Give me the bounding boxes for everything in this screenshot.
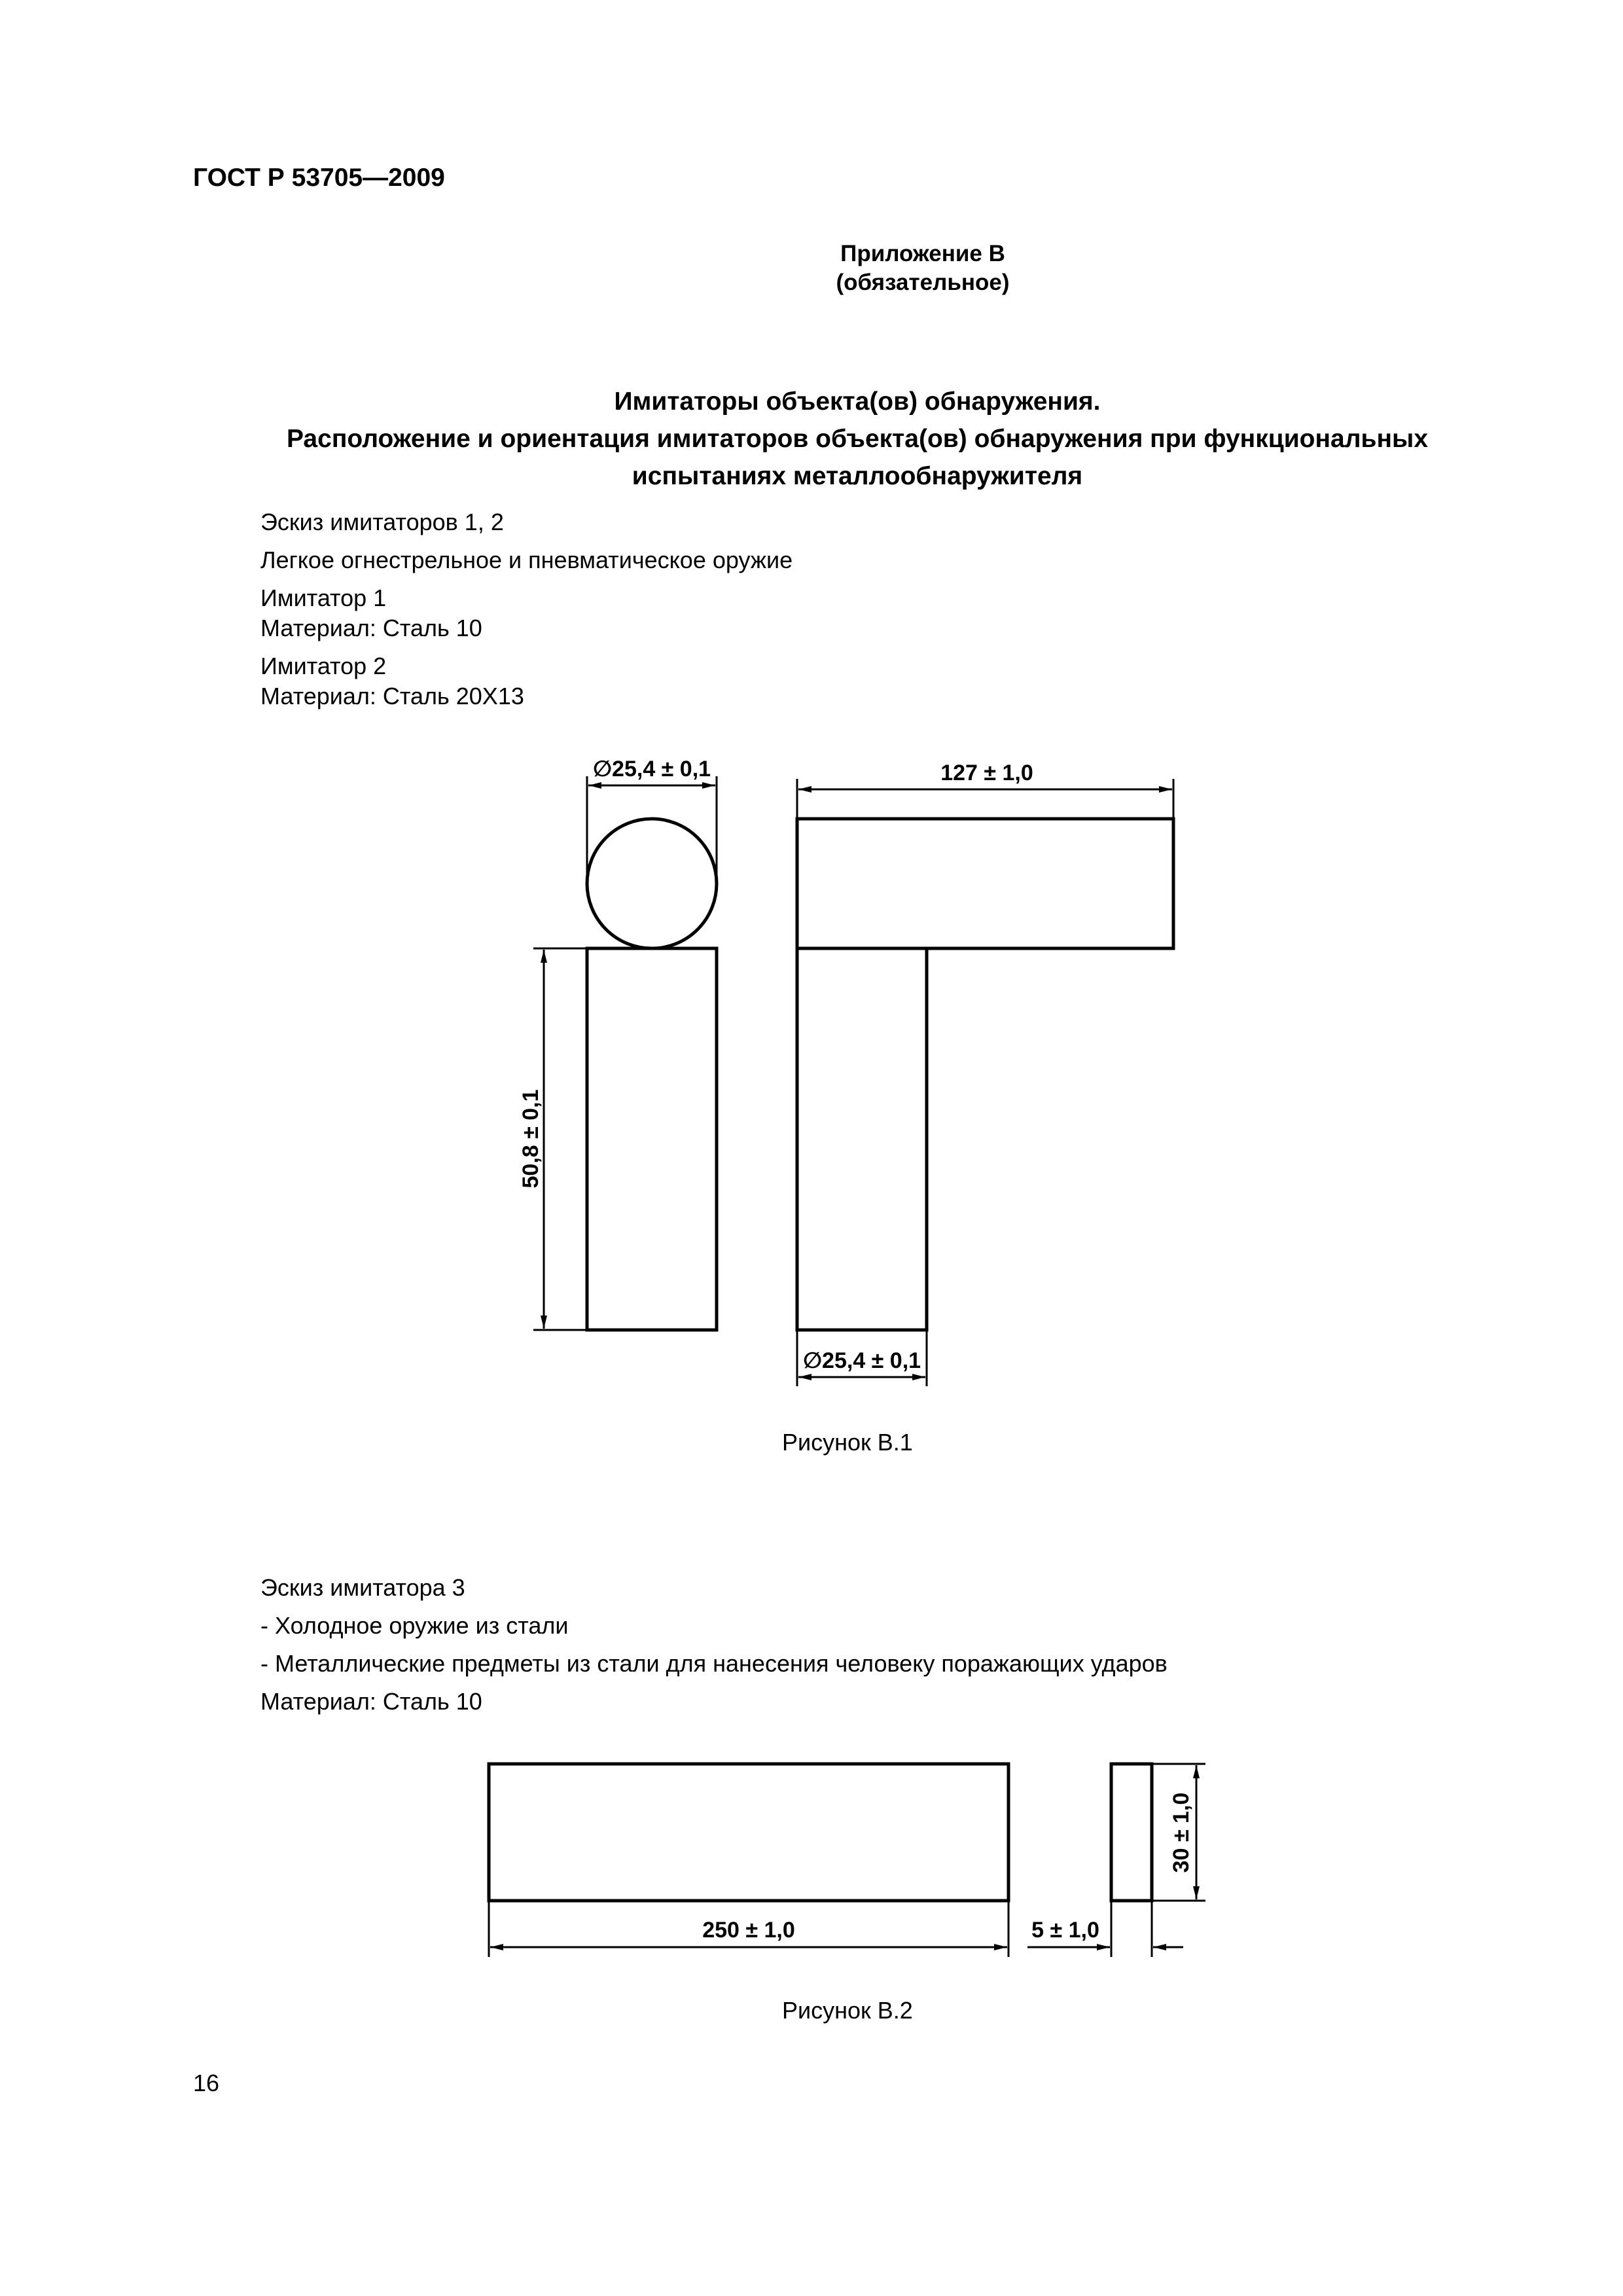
sketch-3-label: Эскиз имитатора 3 xyxy=(260,1574,465,1601)
appendix-status: (обязательное) xyxy=(836,270,1010,295)
figure-b1-caption: Рисунок В.1 xyxy=(782,1429,913,1456)
imitator-1-name: Имитатор 1 xyxy=(260,584,387,611)
dim-diameter-bottom: ∅25,4 ± 0,1 xyxy=(802,1348,921,1373)
title-line-2: Расположение и ориентация имитаторов объекта(ов) обнаружения при функциональных xyxy=(286,425,1429,453)
list-item-cold-weapon: - Холодное оружие из стали xyxy=(260,1612,569,1639)
dim-diameter-top: ∅25,4 ± 0,1 xyxy=(592,757,711,781)
dim-length: 127 ± 1,0 xyxy=(940,761,1033,785)
sketch-1-2-label: Эскиз имитаторов 1, 2 xyxy=(260,509,504,535)
dim-bar-thickness: 5 ± 1,0 xyxy=(1031,1918,1099,1943)
l-shaped-imitator xyxy=(797,819,1173,1330)
title-line-3: испытаниях металлообнаружителя xyxy=(632,462,1083,490)
dim-bar-length: 250 ± 1,0 xyxy=(702,1918,795,1943)
bar-imitator-side-view xyxy=(1111,1764,1152,1901)
figure-b2-caption: Рисунок В.2 xyxy=(782,1997,913,2024)
appendix-label: Приложение В xyxy=(840,241,1005,266)
page-number: 16 xyxy=(193,2070,220,2096)
weapon-category: Легкое огнестрельное и пневматическое оружие xyxy=(260,547,793,573)
cylinder-side-view xyxy=(587,948,717,1330)
imitator-2-name: Имитатор 2 xyxy=(260,653,387,679)
standard-number: ГОСТ Р 53705—2009 xyxy=(193,164,445,192)
cylinder-end-view xyxy=(587,819,717,948)
list-item-metal-objects: - Металлические предметы из стали для нанесения человеку поражающих ударов xyxy=(260,1650,1168,1677)
bar-imitator-front-view xyxy=(489,1764,1008,1901)
dim-bar-height: 30 ± 1,0 xyxy=(1169,1792,1194,1873)
imitator-2-material: Материал: Сталь 20Х13 xyxy=(260,683,524,709)
title-line-1: Имитаторы объекта(ов) обнаружения. xyxy=(614,387,1101,416)
dim-height: 50,8 ± 0,1 xyxy=(518,1089,543,1189)
imitator-3-material: Материал: Сталь 10 xyxy=(260,1688,482,1715)
imitator-1-material: Материал: Сталь 10 xyxy=(260,615,482,641)
